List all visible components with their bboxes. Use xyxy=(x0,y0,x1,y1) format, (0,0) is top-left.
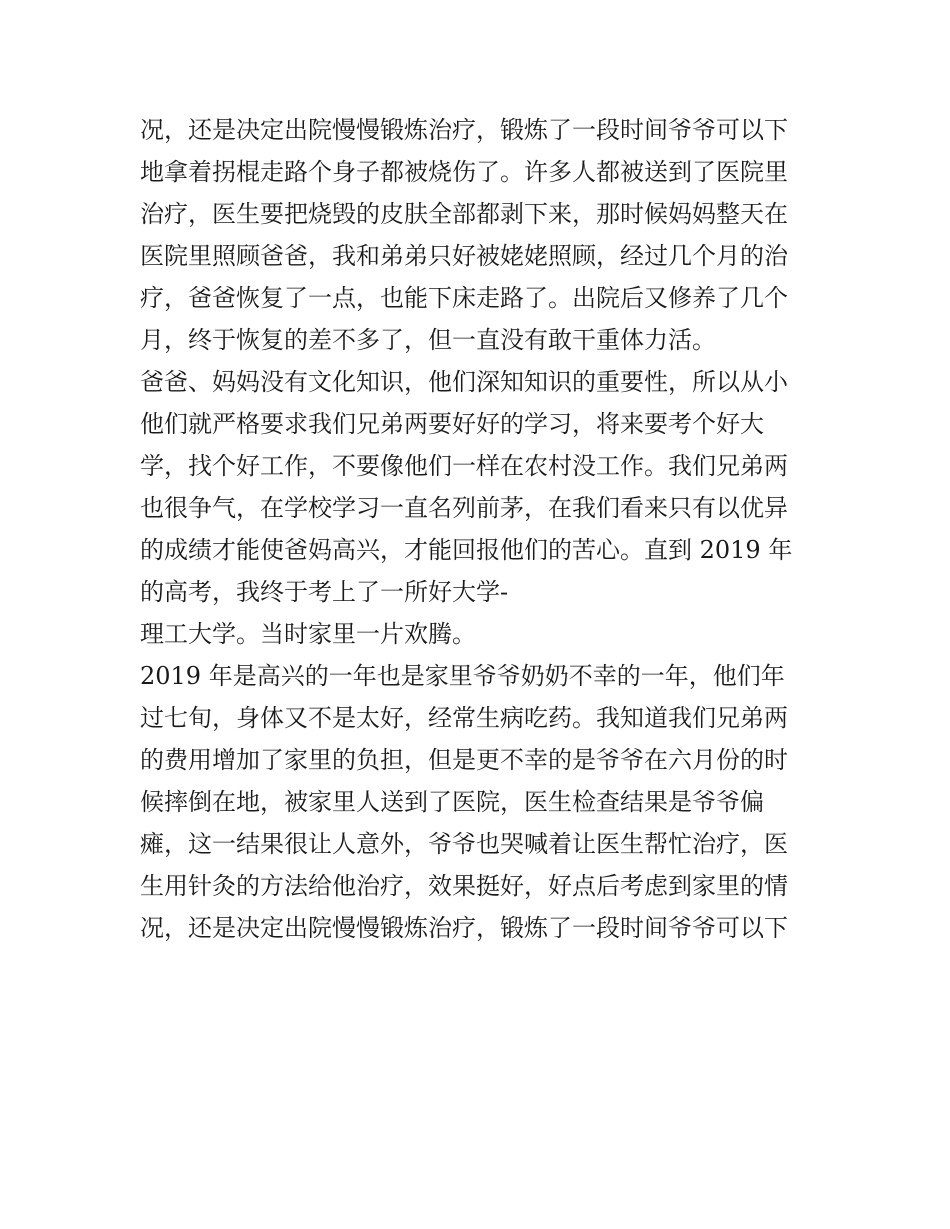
text-line: 治疗，医生要把烧毁的皮肤全部都剥下来，那时候妈妈整天在 xyxy=(140,200,788,228)
text-line: 月，终于恢复的差不多了，但一直没有敢干重体力活。 xyxy=(140,326,716,354)
text-line: 他们就严格要求我们兄弟两要好好的学习，将来要考个好大 xyxy=(140,410,764,438)
text-line: 的费用增加了家里的负担，但是更不幸的是爷爷在六月份的时 xyxy=(140,746,788,774)
text-line: 过七旬，身体又不是太好，经常生病吃药。我知道我们兄弟两 xyxy=(140,704,788,732)
text-line: 地拿着拐棍走路个身子都被烧伤了。许多人都被送到了医院里 xyxy=(140,158,788,186)
text-line: 爸爸、妈妈没有文化知识，他们深知知识的重要性，所以从小 xyxy=(140,368,788,396)
text-line: 也很争气，在学校学习一直名列前茅，在我们看来只有以优异 xyxy=(140,494,788,522)
document-body xyxy=(140,109,820,949)
text-line: 理工大学。当时家里一片欢腾。 xyxy=(140,620,476,648)
text-line: 况，还是决定出院慢慢锻炼治疗，锻炼了一段时间爷爷可以下 xyxy=(140,116,788,144)
text-line: 生用针灸的方法给他治疗，效果挺好，好点后考虑到家里的情 xyxy=(140,872,788,900)
text-line: 的高考，我终于考上了一所好大学- xyxy=(140,578,509,606)
text-line: 的成绩才能使爸妈高兴，才能回报他们的苦心。直到 2019 年 xyxy=(140,536,793,564)
text-line: 学，找个好工作，不要像他们一样在农村没工作。我们兄弟两 xyxy=(140,452,788,480)
text-line: 候摔倒在地，被家里人送到了医院，医生检查结果是爷爷偏 xyxy=(140,788,764,816)
text-line: 疗，爸爸恢复了一点，也能下床走路了。出院后又修养了几个 xyxy=(140,284,788,312)
text-line: 瘫，这一结果很让人意外，爷爷也哭喊着让医生帮忙治疗，医 xyxy=(140,830,788,858)
text-line: 况，还是决定出院慢慢锻炼治疗，锻炼了一段时间爷爷可以下 xyxy=(140,914,788,942)
text-line: 2019 年是高兴的一年也是家里爷爷奶奶不幸的一年，他们年 xyxy=(140,662,785,690)
text-line: 医院里照顾爸爸，我和弟弟只好被姥姥照顾，经过几个月的治 xyxy=(140,242,788,270)
